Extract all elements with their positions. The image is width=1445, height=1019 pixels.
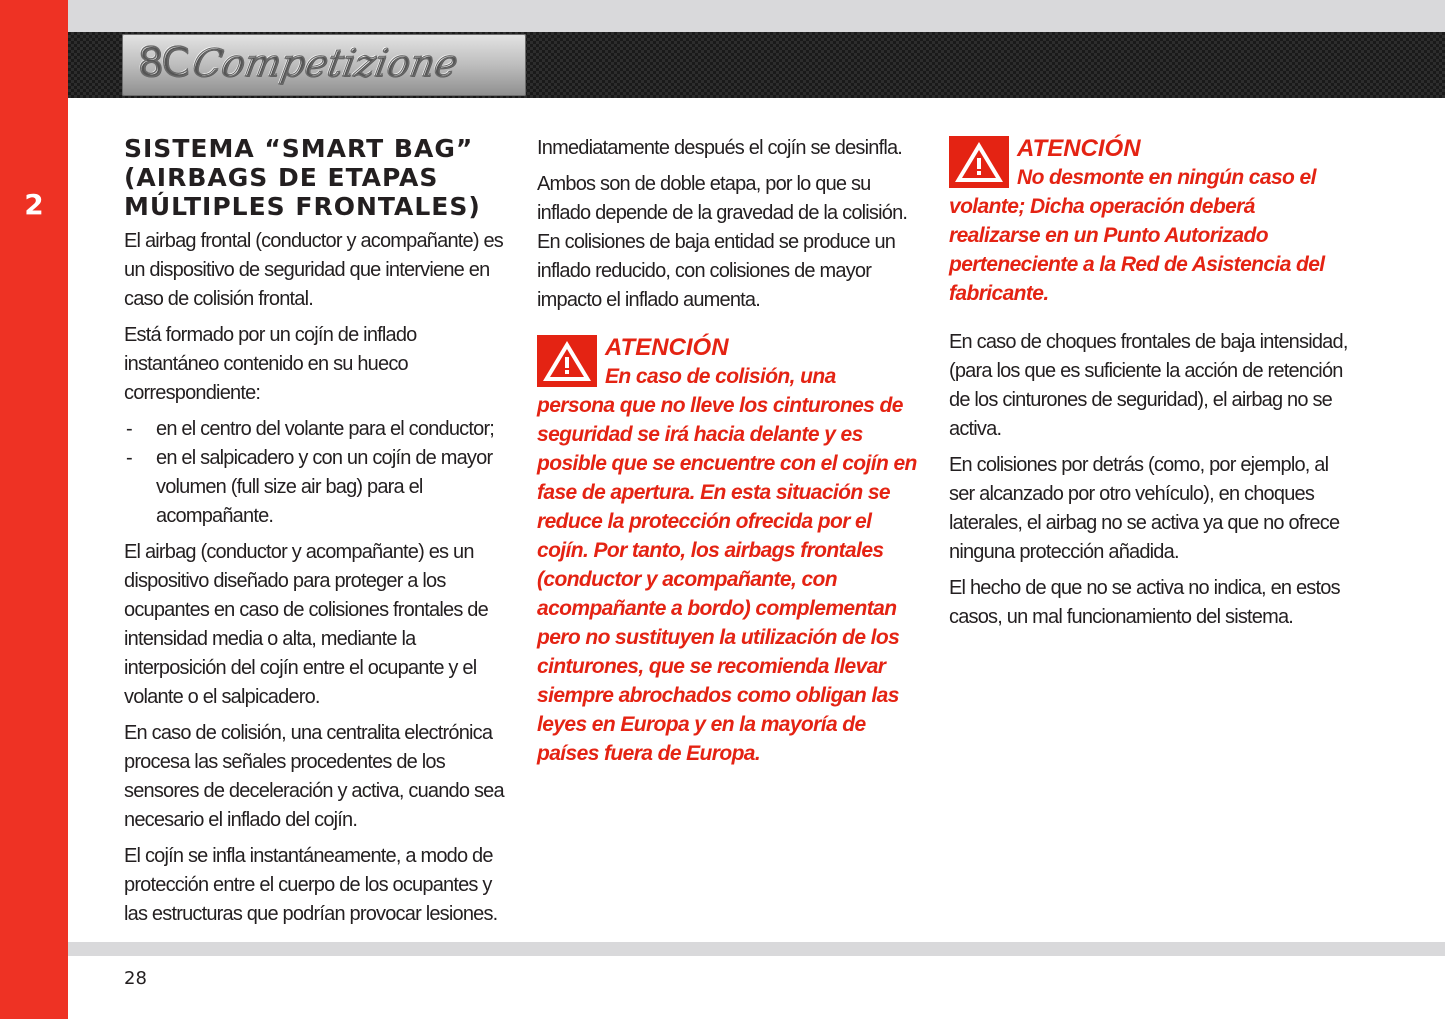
bullet-marker: - [126,418,132,440]
list-item-text: en el salpicadero y con un cojín de mayor volumen (full size air bag) para el acompañante. [156,447,493,527]
paragraph: Está formado por un cojín de inflado instantáneo contenido en su hueco correspondiente: [124,324,417,404]
paragraph: En caso de colisión, una centralita electrónica procesa las señales procedentes de los sensores de deceleración y activa, cuando sea necesario el inflado del cojín. [124,722,504,831]
warning-title: ATENCIÓN [1017,135,1141,162]
list-item-text: en el centro del volante para el conductor; [156,418,495,440]
paragraph: El airbag (conductor y acompañante) es un dispositivo diseñado para proteger a los ocupantes en caso de colisiones frontales de intensidad media o alta, mediante la interposición del cojín entre el ocupante y el volante o el salpicadero. [124,541,488,708]
column-3 [949,134,1349,639]
brand-logo [122,34,526,96]
warning-box [537,333,917,768]
paragraph: En caso de choques frontales de baja intensidad, (para los que es suficiente la acción de retención de los cinturones de seguridad), el airbag no se activa. [949,331,1348,440]
logo-script: Competizione [189,41,462,85]
column-1 [124,134,504,936]
warning-triangle-icon [537,335,597,387]
paragraph: En colisiones por detrás (como, por ejemplo, al ser alcanzado por otro vehículo), en choques laterales, el airbag no se activa ya que no ofrece ninguna protección añadida. [949,454,1340,563]
logo-prefix: 8C [138,40,188,86]
bullet-marker: - [126,447,132,469]
chapter-number: 2 [24,188,44,221]
paragraph: Inmediatamente después el cojín se desinfla. [537,137,903,159]
chapter-side-strip [0,0,68,1019]
paragraph: El hecho de que no se activa no indica, en estos casos, un mal funcionamiento del sistema. [949,577,1340,628]
warning-triangle-icon [949,136,1009,188]
warning-box [949,134,1349,308]
warning-title: ATENCIÓN [605,334,729,361]
page-number: 28 [124,968,147,989]
paragraph: Ambos son de doble etapa, por lo que su inflado depende de la gravedad de la colisión. En colisiones de baja entidad se produce un inflado reducido, con colisiones de mayor impacto el inflado aumenta. [537,173,908,311]
list-item [124,415,504,444]
bullet-list [124,415,504,531]
paragraph: El airbag frontal (conductor y acompañante) es un dispositivo de seguridad que interviene en caso de colisión frontal. [124,230,503,310]
list-item [124,444,504,531]
section-title: SISTEMA “SMART BAG” (AIRBAGS DE ETAPAS MÚLTIPLES FRONTALES) [124,134,481,221]
column-2 [537,134,917,768]
warning-text: En caso de colisión, una persona que no lleve los cinturones de seguridad se irá hacia delante y es posible que se encuentre con el cojín en fase de apertura. En esta situación se reduce la protección ofrecida por el cojín. Por tanto, los airbags frontales (conductor y acompañante, con acompañante a bordo) complementan pero no sustituyen la utilización de los cinturones, que se recomienda llevar siempre abrochados como obligan las leyes en Europa y en la mayoría de países fuera de Europa. [537,365,917,765]
paragraph: El cojín se infla instantáneamente, a modo de protección entre el cuerpo de los ocupantes y las estructuras que podrían provocar lesiones. [124,845,498,925]
top-band [68,0,1445,32]
warning-text: No desmonte en ningún caso el volante; Dicha operación deberá realizarse en un Punto Autorizado perteneciente a la Red de Asistencia del fabricante. [949,166,1325,305]
footer-rule [68,942,1445,956]
